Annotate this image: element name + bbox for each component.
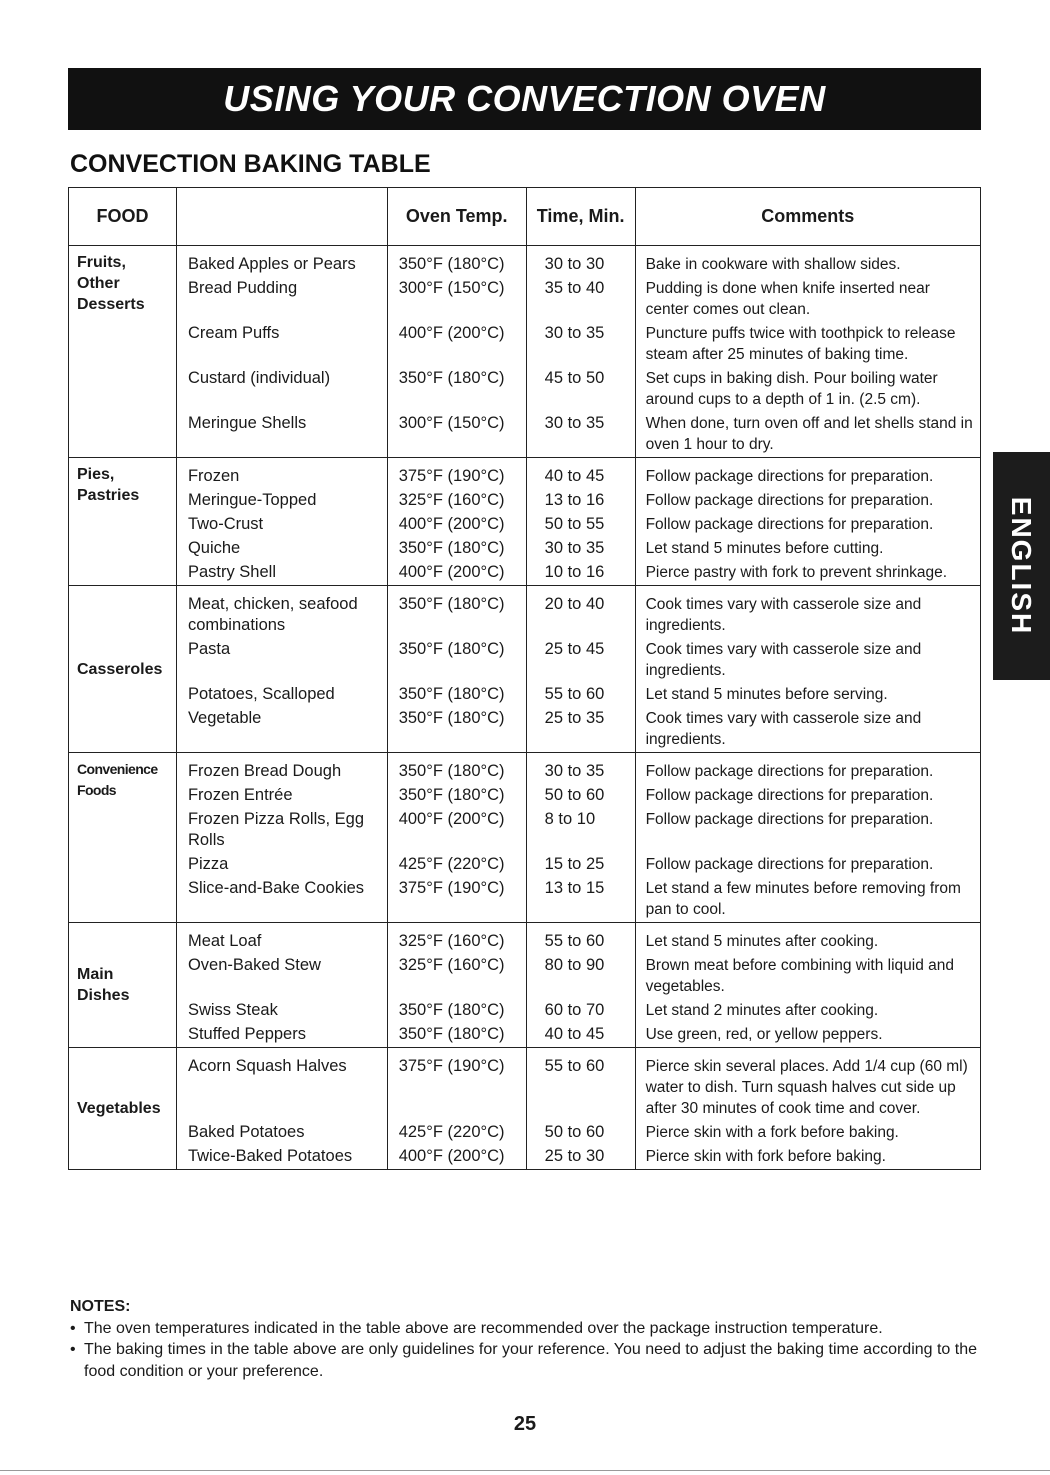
comment-cell: Pierce pastry with fork to prevent shrinkage. — [645, 564, 948, 581]
oven-temp-cell: 400°F (200°C) — [387, 1143, 526, 1170]
food-item-cell: Meringue-Topped — [176, 487, 387, 511]
time-cell: 20 to 40 — [526, 586, 635, 637]
comment-cell: Follow package directions for preparation. — [645, 492, 934, 509]
table-row — [69, 806, 981, 851]
time-cell: 55 to 60 — [526, 923, 635, 953]
header-comments: Comments — [635, 188, 980, 246]
banner-title: USING YOUR CONVECTION OVEN — [223, 78, 826, 119]
oven-temp-cell: 350°F (180°C) — [387, 1021, 526, 1048]
food-item-cell: Oven-Baked Stew — [176, 952, 387, 997]
category-cell: Convenience Foods — [69, 753, 177, 923]
language-tab — [993, 452, 1050, 680]
note-item: • The oven temperatures indicated in the table above are recommended over the package instruction temperature. — [70, 1318, 990, 1340]
food-item-cell: Meat, chicken, seafood combinations — [176, 586, 387, 637]
food-item-cell: Twice-Baked Potatoes — [176, 1143, 387, 1170]
table-row — [69, 636, 981, 681]
time-cell: 40 to 45 — [526, 1021, 635, 1048]
table-row — [69, 246, 981, 276]
oven-temp-cell: 325°F (160°C) — [387, 923, 526, 953]
table-group — [69, 923, 981, 1048]
table-row — [69, 559, 981, 586]
time-cell: 25 to 45 — [526, 636, 635, 681]
notes-section — [70, 1296, 990, 1382]
table-row — [69, 1021, 981, 1048]
header-food: FOOD — [69, 188, 177, 246]
food-item-cell: Stuffed Peppers — [176, 1021, 387, 1048]
section-title: CONVECTION BAKING TABLE — [70, 150, 431, 178]
oven-temp-cell: 350°F (180°C) — [387, 782, 526, 806]
food-item-cell: Vegetable — [176, 705, 387, 753]
table-group — [69, 1048, 981, 1170]
time-cell: 30 to 35 — [526, 320, 635, 365]
category-cell: Fruits, Other Desserts — [69, 246, 177, 458]
comment-cell: Use green, red, or yellow peppers. — [645, 1026, 883, 1043]
time-cell: 40 to 45 — [526, 458, 635, 488]
time-cell: 55 to 60 — [526, 1048, 635, 1120]
comment-cell: Set cups in baking dish. Pour boiling water around cups to a depth of 1 in. (2.5 cm). — [645, 370, 938, 408]
time-cell: 10 to 16 — [526, 559, 635, 586]
oven-temp-cell: 375°F (190°C) — [387, 1048, 526, 1120]
time-cell: 30 to 30 — [526, 246, 635, 276]
category-cell: Casseroles — [69, 586, 177, 753]
oven-temp-cell: 325°F (160°C) — [387, 487, 526, 511]
table-row — [69, 586, 981, 637]
page-number: 25 — [513, 1413, 537, 1435]
oven-temp-cell: 400°F (200°C) — [387, 559, 526, 586]
category-cell: Main Dishes — [69, 923, 177, 1048]
table-row — [69, 535, 981, 559]
time-cell: 55 to 60 — [526, 681, 635, 705]
comment-cell: When done, turn oven off and let shells stand in oven 1 hour to dry. — [645, 415, 973, 453]
comment-cell: Pierce skin with a fork before baking. — [645, 1124, 899, 1141]
time-cell: 13 to 15 — [526, 875, 635, 923]
time-cell: 50 to 60 — [526, 1119, 635, 1143]
oven-temp-cell: 325°F (160°C) — [387, 952, 526, 997]
time-cell: 45 to 50 — [526, 365, 635, 410]
oven-temp-cell: 300°F (150°C) — [387, 410, 526, 458]
convection-baking-table — [68, 187, 981, 1170]
comment-cell: Follow package directions for preparation. — [645, 468, 934, 485]
food-item-cell: Meringue Shells — [176, 410, 387, 458]
comment-cell: Puncture puffs twice with toothpick to release steam after 25 minutes of baking time. — [645, 325, 956, 363]
food-item-cell: Frozen Pizza Rolls, Egg Rolls — [176, 806, 387, 851]
table-row — [69, 511, 981, 535]
comment-cell: Cook times vary with casserole size and ingredients. — [645, 596, 922, 634]
table-group — [69, 586, 981, 753]
comment-cell: Follow package directions for preparation. — [645, 516, 934, 533]
category-cell: Pies, Pastries — [69, 458, 177, 586]
table-row — [69, 952, 981, 997]
comment-cell: Pierce skin several places. Add 1/4 cup (60 ml) water to dish. Turn squash halves cut side up after 30 minutes of cook time and cover. — [645, 1058, 968, 1117]
food-item-cell: Frozen — [176, 458, 387, 488]
food-item-cell: Cream Puffs — [176, 320, 387, 365]
food-item-cell: Potatoes, Scalloped — [176, 681, 387, 705]
table-row — [69, 997, 981, 1021]
table-row — [69, 458, 981, 488]
food-item-cell: Custard (individual) — [176, 365, 387, 410]
notes-title: NOTES: — [70, 1298, 131, 1315]
oven-temp-cell: 350°F (180°C) — [387, 753, 526, 783]
table-row — [69, 705, 981, 753]
oven-temp-cell: 350°F (180°C) — [387, 246, 526, 276]
comment-cell: Bake in cookware with shallow sides. — [645, 256, 901, 273]
food-item-cell: Pizza — [176, 851, 387, 875]
time-cell: 25 to 35 — [526, 705, 635, 753]
comment-cell: Pudding is done when knife inserted near center comes out clean. — [645, 280, 930, 318]
comment-cell: Follow package directions for preparation. — [645, 787, 934, 804]
table-row — [69, 320, 981, 365]
language-tab-label: ENGLISH — [1006, 496, 1038, 636]
comment-cell: Let stand 2 minutes after cooking. — [645, 1002, 879, 1019]
oven-temp-cell: 375°F (190°C) — [387, 875, 526, 923]
comment-cell: Cook times vary with casserole size and ingredients. — [645, 641, 922, 679]
time-cell: 50 to 55 — [526, 511, 635, 535]
oven-temp-cell: 425°F (220°C) — [387, 851, 526, 875]
table-row — [69, 275, 981, 320]
oven-temp-cell: 350°F (180°C) — [387, 997, 526, 1021]
table-row — [69, 851, 981, 875]
food-item-cell: Meat Loaf — [176, 923, 387, 953]
table-row — [69, 681, 981, 705]
table-row — [69, 923, 981, 953]
time-cell: 35 to 40 — [526, 275, 635, 320]
comment-cell: Follow package directions for preparation. — [645, 763, 934, 780]
oven-temp-cell: 350°F (180°C) — [387, 705, 526, 753]
comment-cell: Brown meat before combining with liquid and vegetables. — [645, 957, 955, 995]
oven-temp-cell: 400°F (200°C) — [387, 806, 526, 851]
comment-cell: Let stand a few minutes before removing from pan to cool. — [645, 880, 961, 918]
table-row — [69, 410, 981, 458]
oven-temp-cell: 400°F (200°C) — [387, 320, 526, 365]
oven-temp-cell: 375°F (190°C) — [387, 458, 526, 488]
page-banner — [68, 68, 981, 130]
oven-temp-cell: 350°F (180°C) — [387, 681, 526, 705]
food-item-cell: Acorn Squash Halves — [176, 1048, 387, 1120]
table-row — [69, 875, 981, 923]
table-row — [69, 1143, 981, 1170]
table-row — [69, 1119, 981, 1143]
oven-temp-cell: 350°F (180°C) — [387, 636, 526, 681]
table-group — [69, 246, 981, 458]
oven-temp-cell: 425°F (220°C) — [387, 1119, 526, 1143]
table-row — [69, 487, 981, 511]
comment-cell: Let stand 5 minutes before serving. — [645, 686, 888, 703]
food-item-cell: Baked Potatoes — [176, 1119, 387, 1143]
time-cell: 50 to 60 — [526, 782, 635, 806]
header-item — [176, 188, 387, 246]
time-cell: 15 to 25 — [526, 851, 635, 875]
food-item-cell: Quiche — [176, 535, 387, 559]
comment-cell: Pierce skin with fork before baking. — [645, 1148, 886, 1165]
comment-cell: Let stand 5 minutes after cooking. — [645, 933, 879, 950]
comment-cell: Cook times vary with casserole size and ingredients. — [645, 710, 922, 748]
header-oven-temp: Oven Temp. — [387, 188, 526, 246]
oven-temp-cell: 350°F (180°C) — [387, 586, 526, 637]
time-cell: 60 to 70 — [526, 997, 635, 1021]
notes-list — [70, 1318, 990, 1383]
comment-cell: Follow package directions for preparation. — [645, 811, 934, 828]
table-header-row — [69, 188, 981, 246]
time-cell: 25 to 30 — [526, 1143, 635, 1170]
time-cell: 80 to 90 — [526, 952, 635, 997]
food-item-cell: Two-Crust — [176, 511, 387, 535]
food-item-cell: Slice-and-Bake Cookies — [176, 875, 387, 923]
table-row — [69, 753, 981, 783]
oven-temp-cell: 300°F (150°C) — [387, 275, 526, 320]
table-row — [69, 365, 981, 410]
time-cell: 13 to 16 — [526, 487, 635, 511]
oven-temp-cell: 350°F (180°C) — [387, 535, 526, 559]
time-cell: 30 to 35 — [526, 410, 635, 458]
table-group — [69, 458, 981, 586]
category-cell: Vegetables — [69, 1048, 177, 1170]
note-item: • The baking times in the table above are only guidelines for your reference. You need to adjust the baking time according to the food condition or your preference. — [70, 1339, 990, 1382]
time-cell: 30 to 35 — [526, 535, 635, 559]
comment-cell: Let stand 5 minutes before cutting. — [645, 540, 884, 557]
food-item-cell: Frozen Bread Dough — [176, 753, 387, 783]
table-group — [69, 753, 981, 923]
table-row — [69, 1048, 981, 1120]
food-item-cell: Frozen Entrée — [176, 782, 387, 806]
oven-temp-cell: 400°F (200°C) — [387, 511, 526, 535]
oven-temp-cell: 350°F (180°C) — [387, 365, 526, 410]
food-item-cell: Pastry Shell — [176, 559, 387, 586]
table-row — [69, 782, 981, 806]
food-item-cell: Pasta — [176, 636, 387, 681]
food-item-cell: Baked Apples or Pears — [176, 246, 387, 276]
comment-cell: Follow package directions for preparation. — [645, 856, 934, 873]
food-item-cell: Bread Pudding — [176, 275, 387, 320]
time-cell: 8 to 10 — [526, 806, 635, 851]
food-item-cell: Swiss Steak — [176, 997, 387, 1021]
bottom-rule — [0, 1470, 1050, 1471]
header-time: Time, Min. — [526, 188, 635, 246]
time-cell: 30 to 35 — [526, 753, 635, 783]
